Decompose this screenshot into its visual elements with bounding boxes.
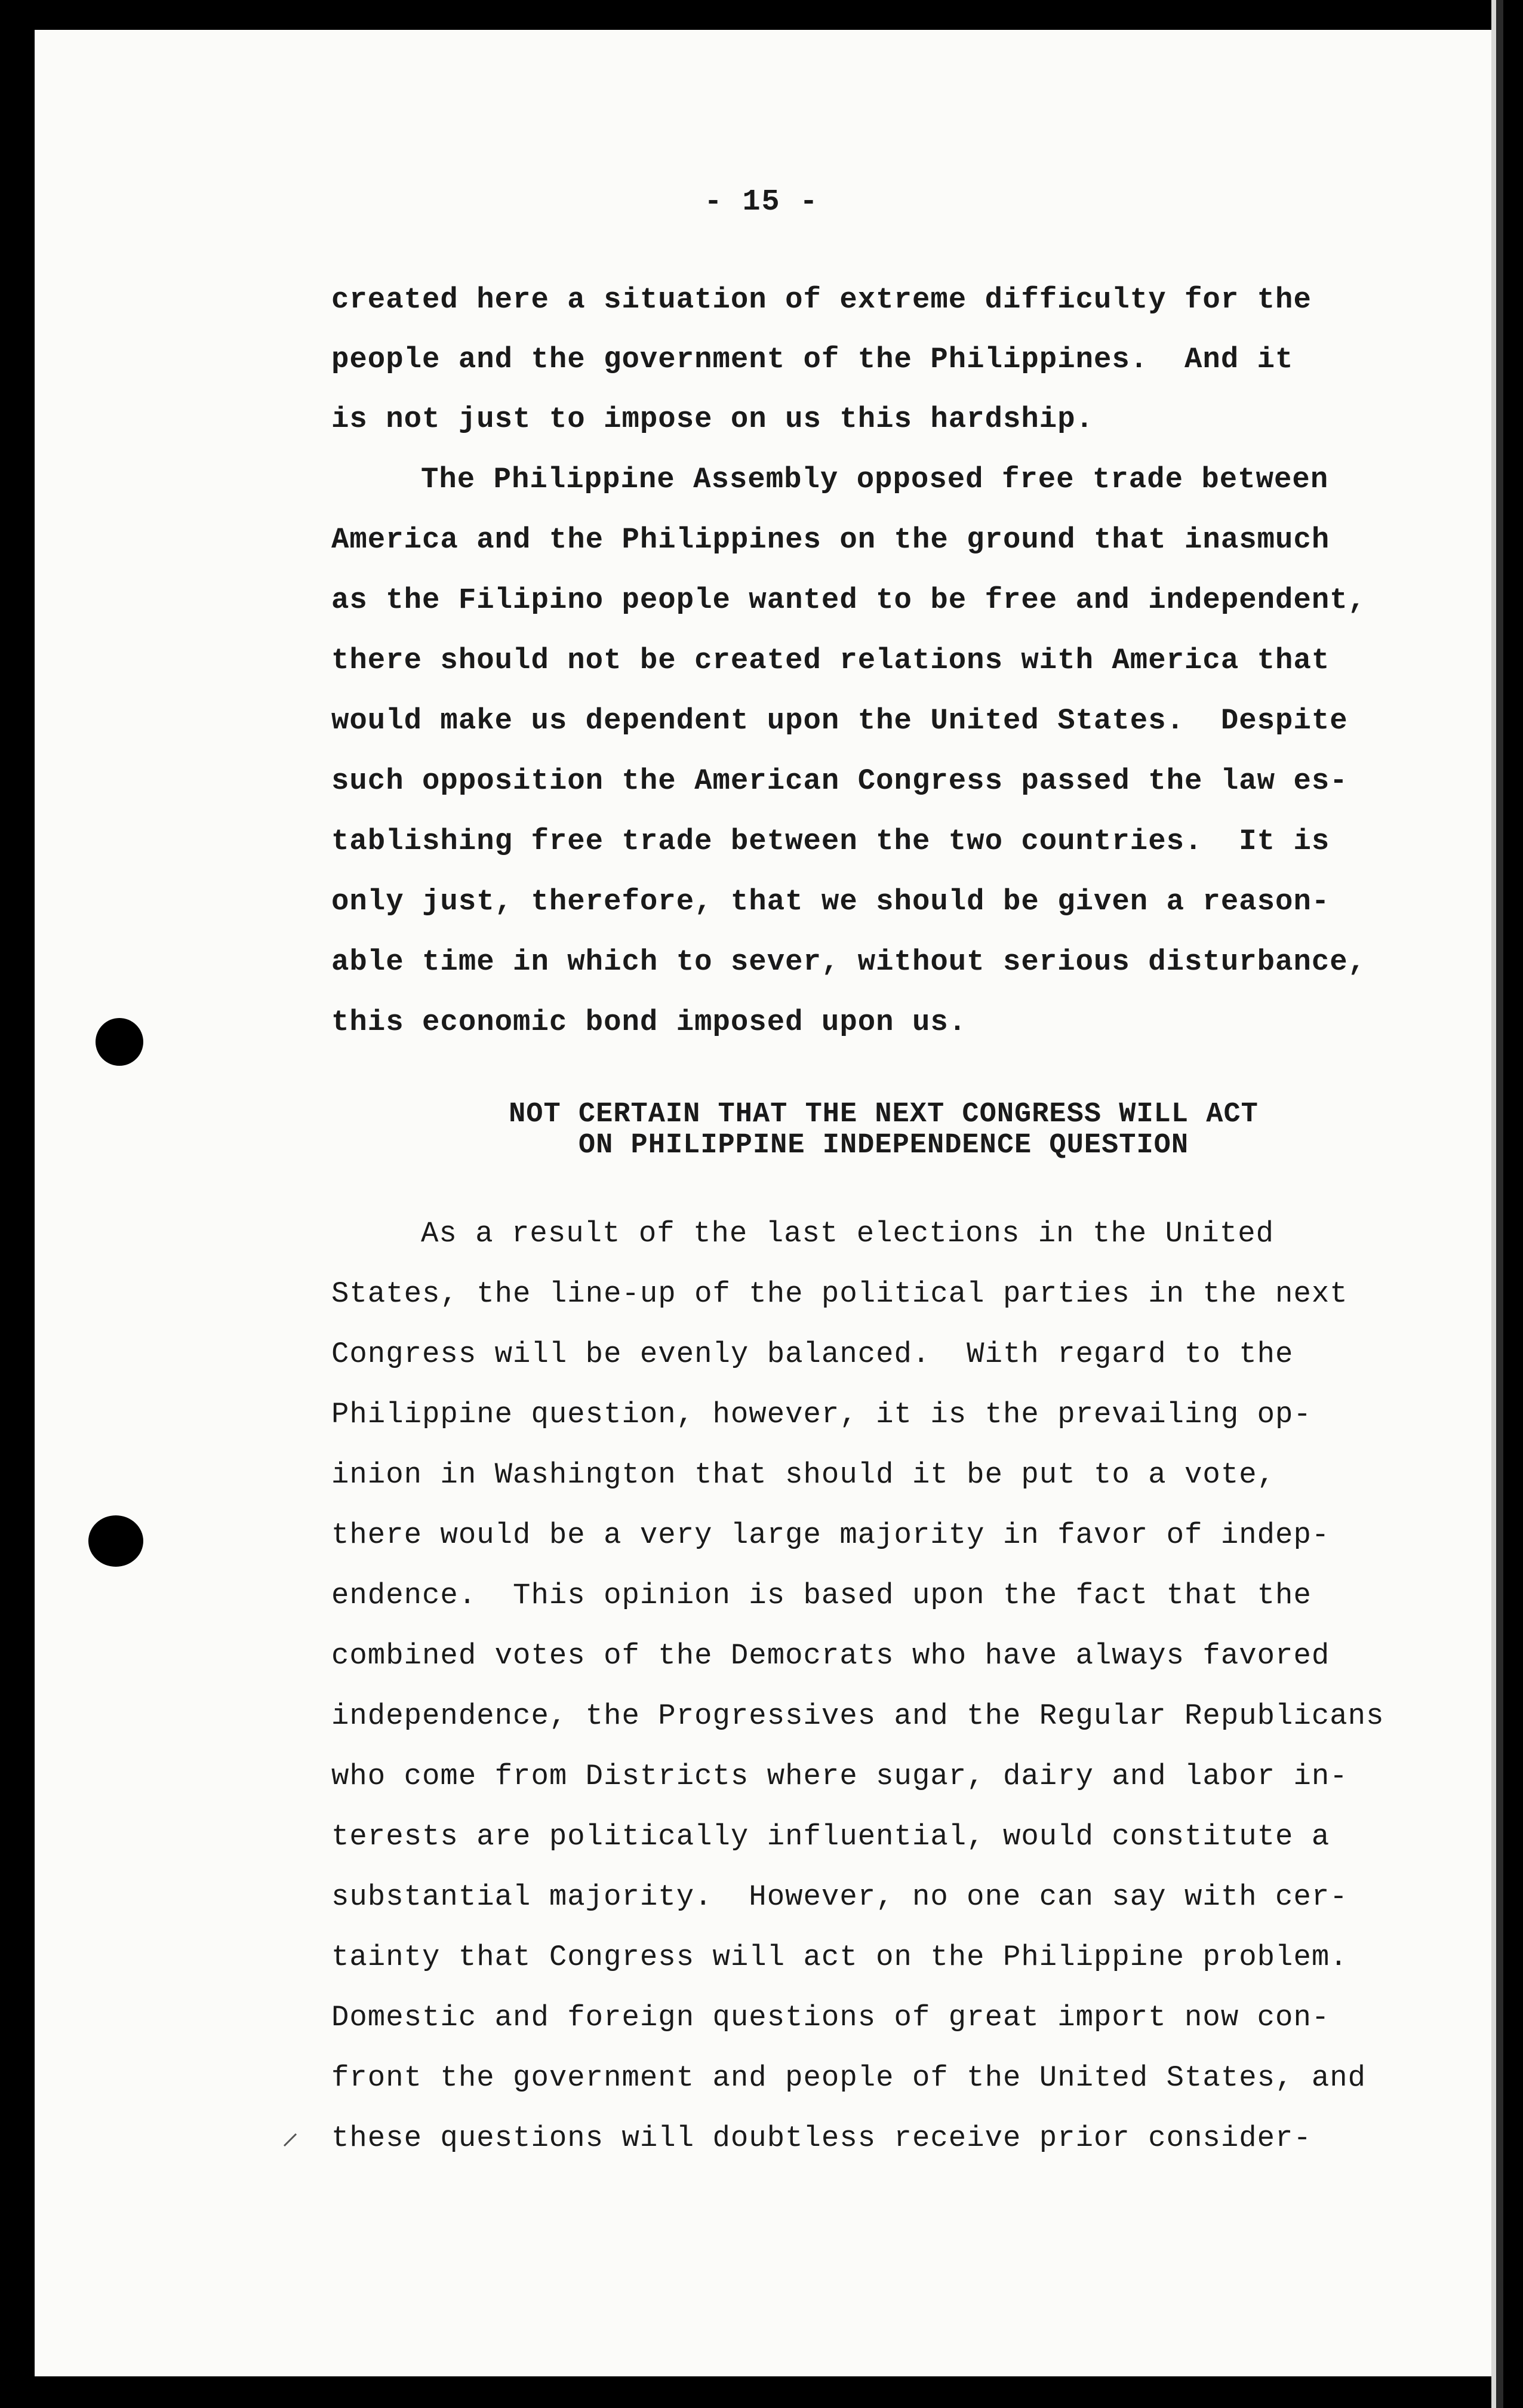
- text-line: combined votes of the Democrats who have always favored: [331, 1639, 1330, 1672]
- text-line: there would be a very large majority in favor of indep-: [331, 1518, 1330, 1552]
- text-line: would make us dependent upon the United States. Despite: [331, 704, 1348, 737]
- text-line: tablishing free trade between the two countries. It is: [331, 825, 1330, 858]
- page-number: - 15 -: [704, 185, 819, 219]
- text-line: endence. This opinion is based upon the fact that the: [331, 1579, 1312, 1612]
- text-line: inion in Washington that should it be put to a vote,: [331, 1458, 1276, 1491]
- pencil-mark: [282, 2130, 300, 2148]
- text-line: such opposition the American Congress passed the law es-: [331, 764, 1348, 798]
- text-line: The Philippine Assembly opposed free trade between: [421, 463, 1329, 496]
- text-line: As a result of the last elections in the United: [421, 1217, 1275, 1250]
- text-line: Congress will be evenly balanced. With regard to the: [331, 1337, 1294, 1371]
- page-edge: [1491, 0, 1496, 2408]
- text-line: able time in which to sever, without serious disturbance,: [331, 945, 1367, 979]
- section-heading-line-2: ON PHILIPPINE INDEPENDENCE QUESTION: [578, 1130, 1189, 1161]
- text-line: this economic bond imposed upon us.: [331, 1005, 967, 1039]
- text-line: created here a situation of extreme difficulty for the: [331, 283, 1312, 316]
- text-line: terests are politically influential, would constitute a: [331, 1820, 1330, 1853]
- text-line: tainty that Congress will act on the Philippine problem.: [331, 1940, 1348, 1974]
- text-line: is not just to impose on us this hardship.: [331, 402, 1094, 436]
- punch-hole-bottom: [88, 1515, 143, 1567]
- punch-hole-top: [96, 1018, 143, 1066]
- text-line: who come from Districts where sugar, dairy and labor in-: [331, 1760, 1348, 1793]
- text-line: as the Filipino people wanted to be free and independent,: [331, 583, 1367, 617]
- section-heading-line-1: NOT CERTAIN THAT THE NEXT CONGRESS WILL ACT: [509, 1099, 1259, 1130]
- text-line: America and the Philippines on the ground that inasmuch: [331, 523, 1330, 556]
- text-line: people and the government of the Philippines. And it: [331, 343, 1294, 376]
- page-edge-shadow: [1496, 0, 1503, 2408]
- text-line: Philippine question, however, it is the prevailing op-: [331, 1398, 1312, 1431]
- text-line: only just, therefore, that we should be given a reason-: [331, 885, 1330, 918]
- text-line: substantial majority. However, no one can say with cer-: [331, 1880, 1348, 1914]
- text-line: these questions will doubtless receive prior consider-: [331, 2121, 1312, 2155]
- text-line: Domestic and foreign questions of great import now con-: [331, 2001, 1330, 2034]
- text-line: independence, the Progressives and the Regular Republicans: [331, 1699, 1384, 1733]
- text-line: there should not be created relations with America that: [331, 644, 1330, 677]
- text-line: front the government and people of the United States, and: [331, 2061, 1367, 2095]
- text-line: States, the line-up of the political parties in the next: [331, 1277, 1348, 1311]
